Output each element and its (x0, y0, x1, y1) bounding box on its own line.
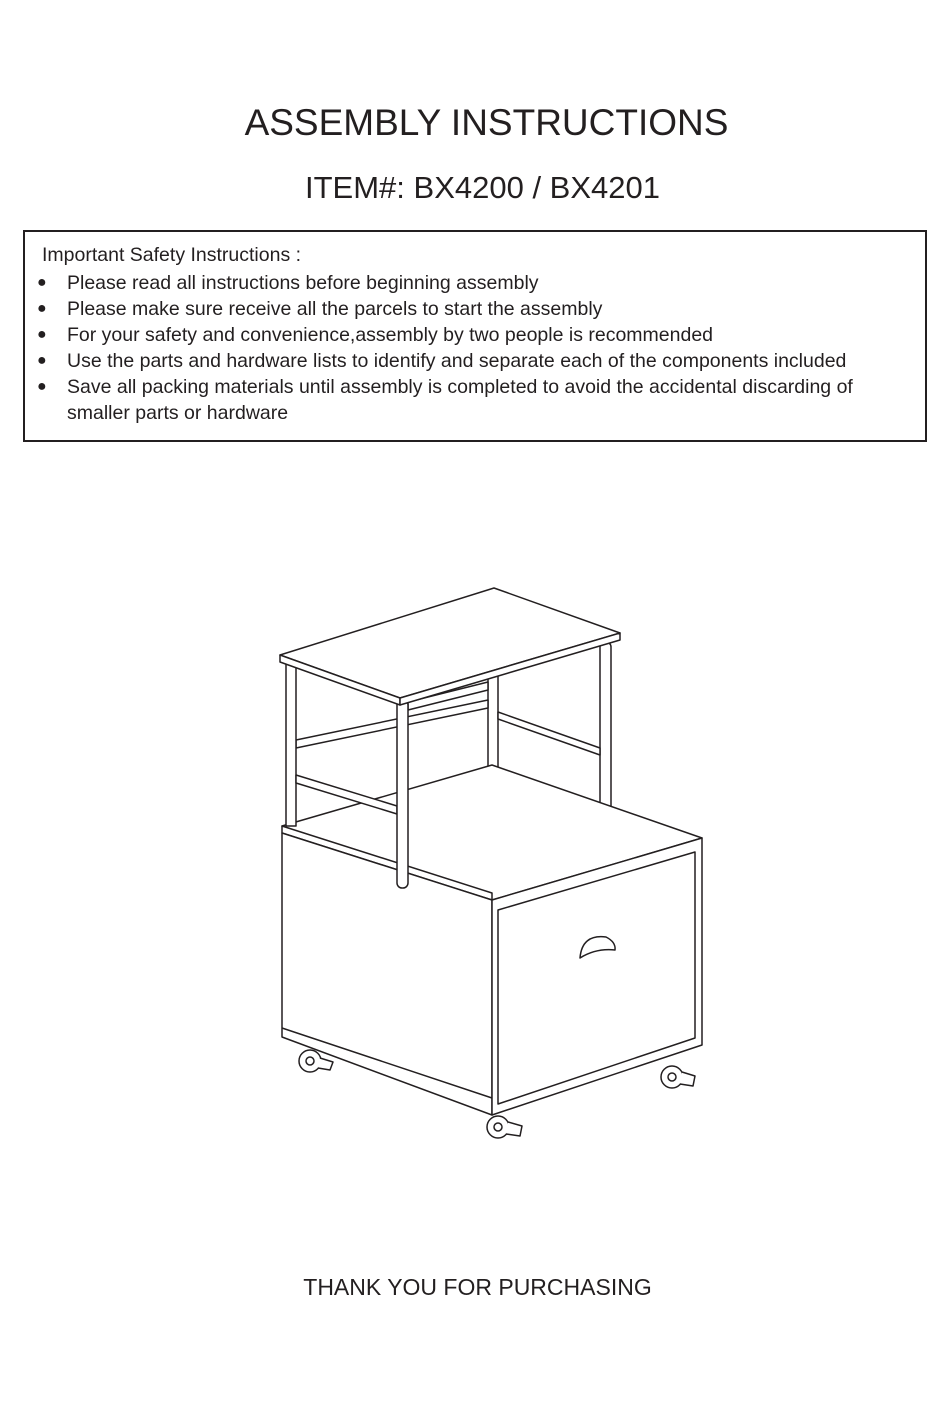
item-number: ITEM#: BX4200 / BX4201 (305, 170, 660, 205)
caster-wheel (487, 1116, 522, 1138)
list-item: ● Please make sure receive all the parcels to start the assembly (37, 298, 603, 320)
safety-heading: Important Safety Instructions : (42, 244, 302, 266)
back-right-leg (600, 642, 611, 828)
list-item: ● Use the parts and hardware lists to identify and separate each of the components included (37, 350, 847, 372)
list-item: ● Save all packing materials until assembly is completed to avoid the accidental discarding of smaller parts or hardware (37, 376, 853, 424)
top-shelf (280, 588, 620, 698)
list-item: ● For your safety and convenience,assembly by two people is recommended (37, 324, 714, 346)
caster-wheel (661, 1066, 695, 1088)
rail (296, 700, 488, 748)
bullet-icon: ● (37, 274, 47, 291)
rail (498, 712, 600, 755)
back-middle-leg (488, 676, 498, 772)
thank-you-text: THANK YOU FOR PURCHASING (303, 1274, 652, 1300)
front-leg (397, 700, 408, 888)
left-leg (286, 662, 296, 826)
bullet-icon: ● (37, 378, 47, 395)
page-title: ASSEMBLY INSTRUCTIONS (244, 102, 729, 143)
bullet-icon: ● (37, 352, 47, 369)
bullet-icon: ● (37, 300, 47, 317)
bullet-icon: ● (37, 326, 47, 343)
list-item: ● Please read all instructions before beginning assembly (37, 272, 539, 294)
